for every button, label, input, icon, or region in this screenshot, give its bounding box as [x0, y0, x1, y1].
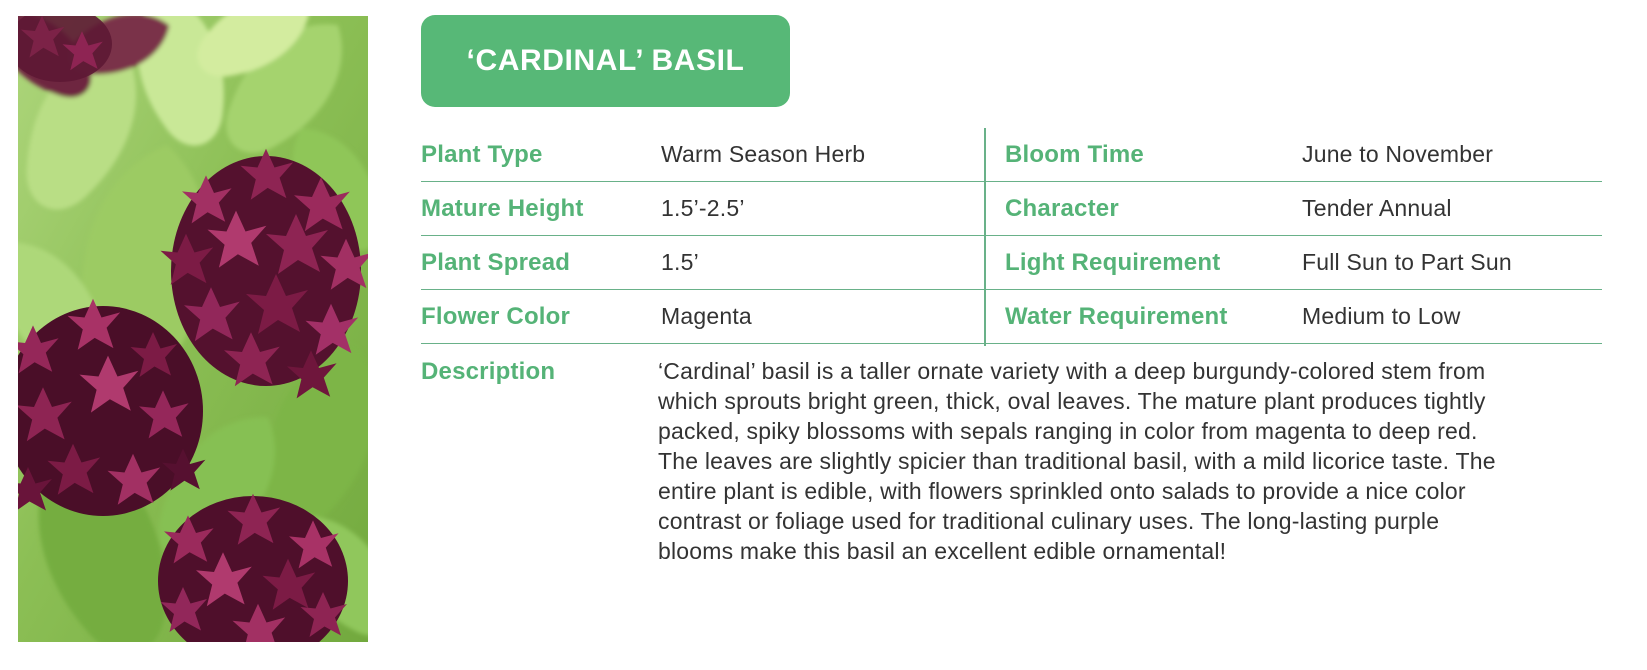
attr-value-bloom-time: June to November [1302, 141, 1494, 167]
attr-label-plant-spread: Plant Spread [421, 248, 571, 276]
attr-value-character: Tender Annual [1302, 195, 1452, 221]
attr-label-water-requirement: Water Requirement [1005, 302, 1228, 330]
attr-label-character: Character [1005, 194, 1119, 222]
plant-title: ‘CARDINAL’ BASIL [466, 44, 745, 77]
attr-label-flower-color: Flower Color [421, 302, 571, 330]
attr-value-water-requirement: Medium to Low [1302, 303, 1461, 329]
attr-label-bloom-time: Bloom Time [1005, 140, 1144, 168]
cardinal-basil-photo [18, 16, 368, 642]
plant-attributes-table [421, 128, 1602, 566]
attr-value-mature-height: 1.5’-2.5’ [661, 195, 745, 221]
column-divider [984, 128, 986, 346]
description-label: Description [421, 358, 556, 385]
attr-label-mature-height: Mature Height [421, 194, 584, 222]
plant-title-badge [421, 15, 790, 107]
table-row [421, 290, 1602, 344]
attr-label-plant-type: Plant Type [421, 140, 543, 168]
table-row [421, 236, 1602, 290]
description-row [421, 344, 1602, 566]
table-row [421, 182, 1602, 236]
attr-value-plant-spread: 1.5’ [661, 249, 699, 275]
attr-label-light-requirement: Light Requirement [1005, 248, 1221, 276]
description-text: ‘Cardinal’ basil is a taller ornate variety with a deep burgundy-colored stem from which sprouts bright green, thick, oval leaves. The mature plant produces tightly packed, spiky blossoms with sepals ranging in color from magenta to deep red. The leaves are slightly spicier than traditional basil, with a mild licorice taste. The entire plant is edible, with flowers sprinkled onto salads to provide a nice color contrast or foliage used for traditional culinary uses. The long-lasting purple blooms make this basil an excellent edible ornamental! [658, 358, 1496, 564]
table-row [421, 128, 1602, 182]
attr-value-flower-color: Magenta [661, 303, 752, 329]
attr-value-light-requirement: Full Sun to Part Sun [1302, 249, 1512, 275]
attr-value-plant-type: Warm Season Herb [661, 141, 866, 167]
basil-photo-illustration [18, 16, 368, 642]
